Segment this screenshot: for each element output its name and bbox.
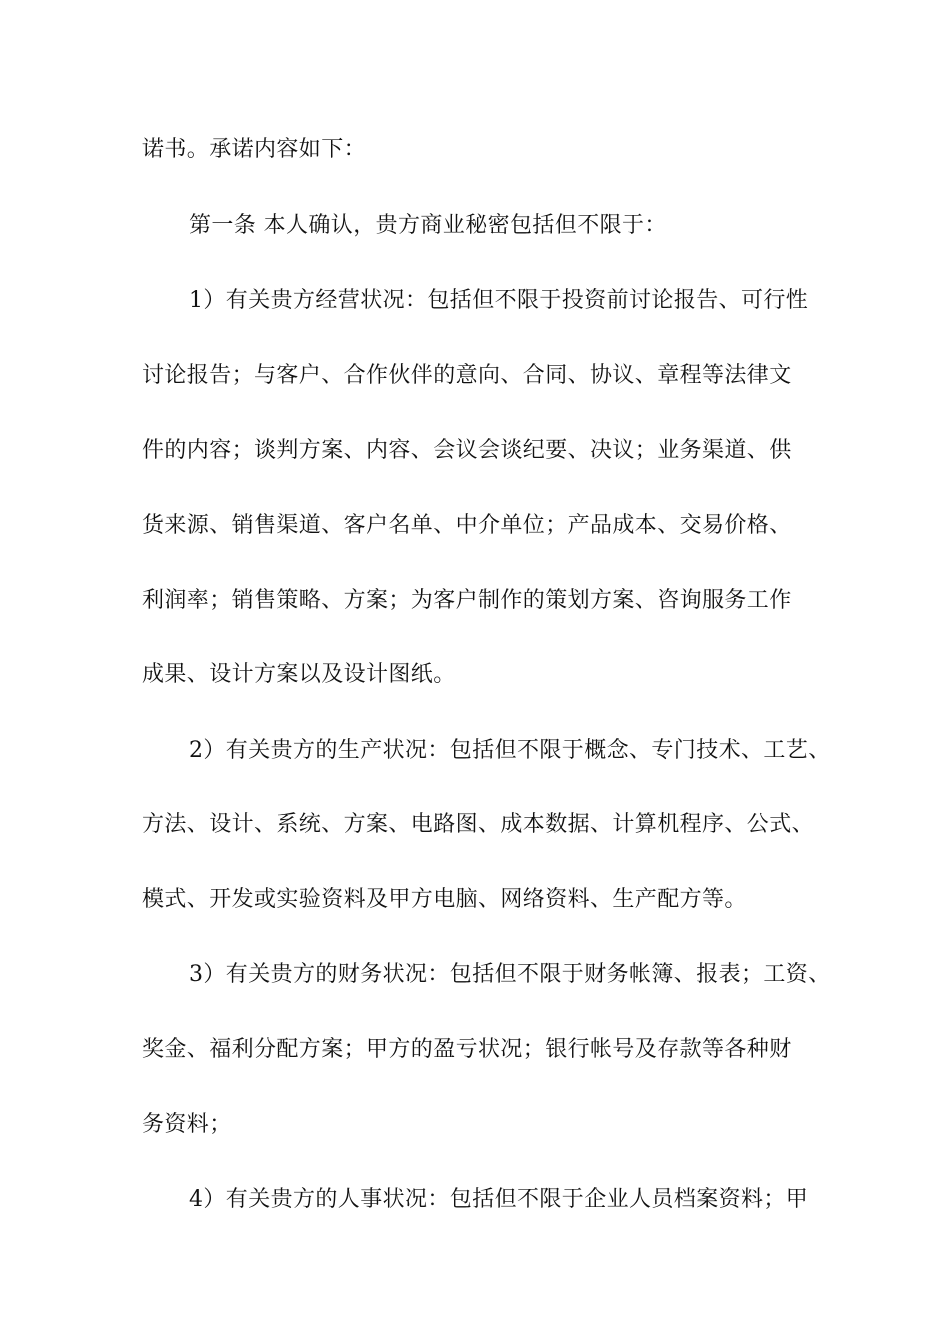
text-line: 货来源、销售渠道、客户名单、中介单位；产品成本、交易价格、 [142,513,792,538]
text-line: 诺书。承诺内容如下： [142,137,367,162]
text-line: 务资料； [142,1112,232,1137]
text-line: 方法、设计、系统、方案、电路图、成本数据、计算机程序、公式、 [142,812,815,837]
text-line: 成果、设计方案以及设计图纸。 [142,662,456,687]
clause-2-start: 2）有关贵方的生产状况：包括但不限于概念、专门技术、工艺、 [189,738,831,763]
article-heading: 第一条 本人确认，贵方商业秘密包括但不限于： [189,213,667,238]
text-line: 利润率；销售策略、方案；为客户制作的策划方案、咨询服务工作 [142,588,792,613]
clause-4-start: 4）有关贵方的人事状况：包括但不限于企业人员档案资料；甲 [189,1187,809,1212]
clause-3-start: 3）有关贵方的财务状况：包括但不限于财务帐簿、报表；工资、 [189,962,831,987]
text-line: 件的内容；谈判方案、内容、会议会谈纪要、决议；业务渠道、供 [142,438,792,463]
text-line: 奖金、福利分配方案；甲方的盈亏状况；银行帐号及存款等各种财 [142,1037,792,1062]
text-line: 讨论报告；与客户、合作伙伴的意向、合同、协议、章程等法律文 [142,363,792,388]
text-line: 模式、开发或实验资料及甲方电脑、网络资料、生产配方等。 [142,887,747,912]
clause-1-start: 1）有关贵方经营状况：包括但不限于投资前讨论报告、可行性 [189,288,809,313]
